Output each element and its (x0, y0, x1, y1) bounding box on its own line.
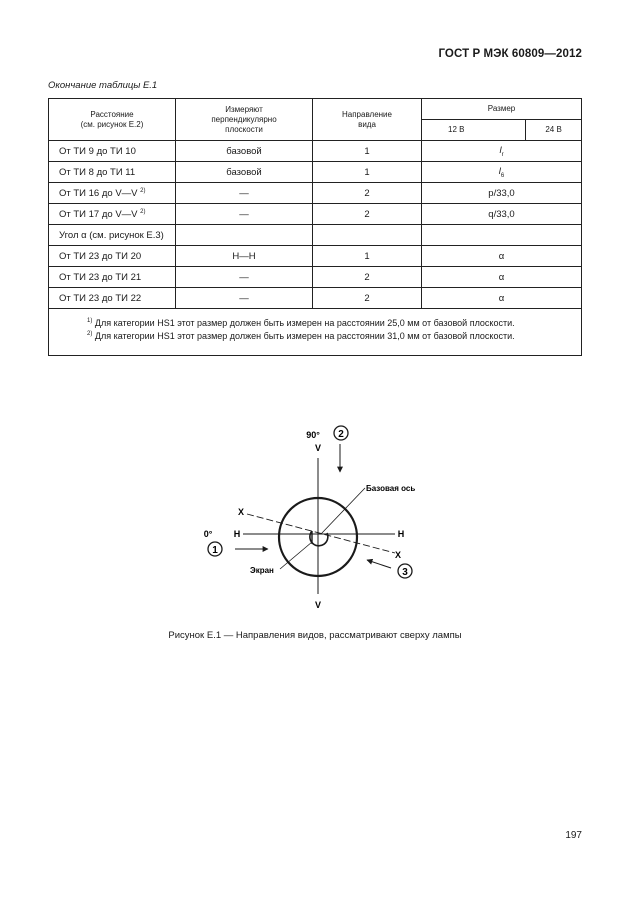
dimensions-table (48, 98, 582, 356)
cell-size: α (422, 288, 582, 309)
label-screen: Экран (250, 566, 274, 575)
cell-measured: — (176, 183, 313, 204)
cell-direction: 1 (313, 162, 422, 183)
label-v-bottom: V (314, 600, 322, 610)
table-row (49, 204, 582, 225)
cell-size: α (422, 267, 582, 288)
cell-size: q/33,0 (422, 204, 582, 225)
table-row (49, 225, 582, 246)
document-header: ГОСТ Р МЭК 60809—2012 (438, 48, 582, 60)
table-row (49, 288, 582, 309)
footnote-2: $^{2)}$ Для категории HS1 этот размер должен быть измерен на расстоянии 31,0 мм от базовой плоскости. (87, 331, 515, 341)
label-x-left: X (237, 507, 245, 517)
cell-measured: Н—Н (176, 246, 313, 267)
label-v-top: V (314, 443, 322, 453)
page-number: 197 (565, 830, 582, 841)
cell-direction: 2 (313, 288, 422, 309)
cell-direction: 2 (313, 267, 422, 288)
cell-distance: От ТИ 16 до V—V $^{2)}$ (49, 183, 176, 204)
marker-1: 1 (212, 545, 218, 556)
label-h-left: H (233, 529, 241, 539)
cell-direction: 2 (313, 183, 422, 204)
table-row (49, 183, 582, 204)
header-size-24v: 24 В (526, 120, 582, 141)
cell-direction: 1 (313, 246, 422, 267)
cell-direction: 1 (313, 141, 422, 162)
footnotes (49, 309, 582, 356)
cell-size: $l_r$ (422, 141, 582, 162)
cell-distance: От ТИ 23 до ТИ 20 (49, 246, 176, 267)
cell-measured: — (176, 288, 313, 309)
cell-measured: базовой (176, 141, 313, 162)
cell-measured: — (176, 267, 313, 288)
label-base-axis: Базовая ось (366, 484, 416, 493)
cell-direction (313, 225, 422, 246)
table-caption: Окончание таблицы Е.1 (48, 80, 158, 91)
header-direction: Направление вида (313, 99, 422, 141)
arrow-view-3 (367, 560, 391, 568)
table-row (49, 246, 582, 267)
cell-size: α (422, 246, 582, 267)
cell-measured: — (176, 204, 313, 225)
marker-3: 3 (402, 567, 408, 578)
view-directions-diagram (195, 420, 435, 620)
header-distance: Расстояние (см. рисунок Е.2) (49, 99, 176, 141)
label-0: 0° (203, 529, 213, 539)
marker-2: 2 (338, 429, 344, 440)
cell-distance: От ТИ 8 до ТИ 11 (49, 162, 176, 183)
header-measured: Измеряют перпендикулярно плоскости (176, 99, 313, 141)
cell-distance: От ТИ 9 до ТИ 10 (49, 141, 176, 162)
footnotes-row (49, 309, 582, 356)
cell-measured: базовой (176, 162, 313, 183)
header-size-12v: 12 В (422, 120, 526, 141)
table-row (49, 141, 582, 162)
footnote-1: $^{1)}$ Для категории HS1 этот размер должен быть измерен на расстоянии 25,0 мм от базовой плоскости. (87, 318, 515, 328)
cell-direction: 2 (313, 204, 422, 225)
cell-size: p/33,0 (422, 183, 582, 204)
figure-caption: Рисунок Е.1 — Направления видов, рассматривают сверху лампы (168, 630, 462, 641)
label-x-right: X (394, 550, 402, 560)
label-h-right: H (397, 529, 405, 539)
cell-size (422, 225, 582, 246)
table-row (49, 162, 582, 183)
table-row (49, 267, 582, 288)
label-90: 90° (306, 430, 320, 440)
cell-distance: Угол α (см. рисунок Е.3) (49, 225, 176, 246)
cell-size: $l_6$ (422, 162, 582, 183)
header-size: Размер (422, 99, 582, 120)
cell-distance: От ТИ 23 до ТИ 21 (49, 267, 176, 288)
cell-measured (176, 225, 313, 246)
cell-distance: От ТИ 23 до ТИ 22 (49, 288, 176, 309)
cell-distance: От ТИ 17 до V—V $^{2)}$ (49, 204, 176, 225)
